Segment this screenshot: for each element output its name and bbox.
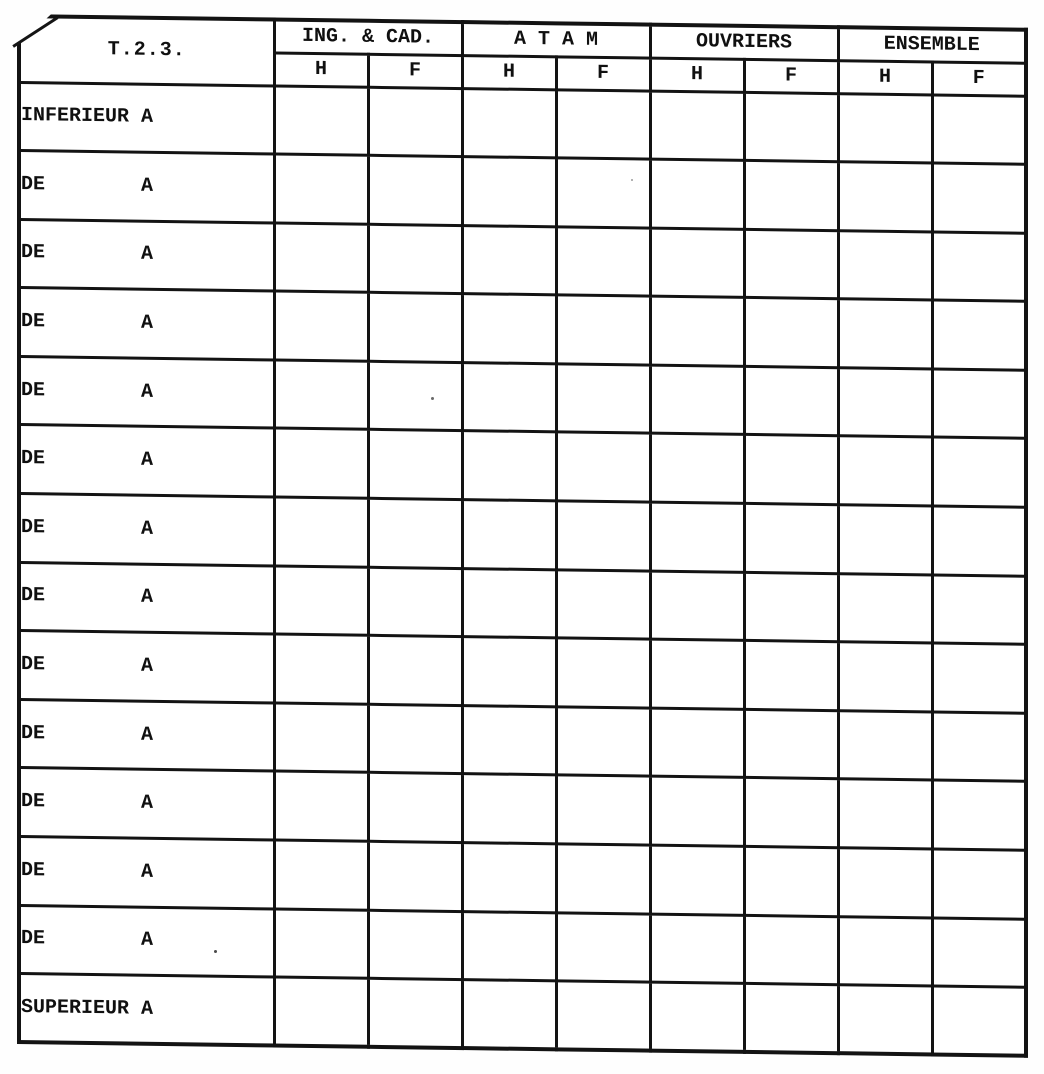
data-cell	[556, 707, 650, 777]
data-cell	[274, 703, 368, 773]
data-cell	[744, 915, 838, 985]
data-cell	[838, 436, 932, 506]
data-cell	[274, 85, 368, 155]
data-cell	[368, 773, 462, 843]
data-cell	[556, 569, 650, 639]
column-group-ouvriers: OUVRIERS	[650, 25, 838, 61]
data-cell	[650, 777, 744, 847]
data-cell	[744, 572, 838, 642]
data-cell	[368, 87, 462, 157]
data-cell	[462, 980, 556, 1050]
data-cell	[274, 428, 368, 498]
data-cell	[274, 977, 368, 1047]
data-cell	[556, 981, 650, 1051]
subcolumn-atam-f: F	[556, 56, 650, 90]
data-cell	[556, 227, 650, 297]
data-cell	[744, 435, 838, 505]
row-label-cell: DE A	[19, 905, 274, 977]
row-label-cell: DE A	[19, 356, 274, 428]
data-cell	[838, 162, 932, 232]
data-cell	[462, 362, 556, 432]
data-cell	[650, 502, 744, 572]
data-cell	[556, 638, 650, 708]
data-cell	[462, 88, 556, 158]
data-cell	[932, 986, 1026, 1056]
table-id-cell: T.2.3.	[19, 16, 274, 85]
data-cell	[838, 916, 932, 986]
data-cell	[838, 848, 932, 918]
data-cell	[462, 774, 556, 844]
table-body	[19, 82, 1026, 1056]
data-cell	[274, 497, 368, 567]
data-cell	[932, 506, 1026, 576]
data-cell	[556, 844, 650, 914]
data-cell	[556, 89, 650, 159]
data-cell	[462, 500, 556, 570]
data-cell	[274, 771, 368, 841]
data-cell	[932, 300, 1026, 370]
column-group-atam: A T A M	[462, 22, 650, 58]
data-cell	[368, 978, 462, 1048]
data-cell	[744, 984, 838, 1054]
data-cell	[932, 918, 1026, 988]
data-cell	[368, 498, 462, 568]
scan-speck	[214, 950, 217, 953]
data-cell	[838, 573, 932, 643]
data-cell	[744, 298, 838, 368]
data-cell	[838, 368, 932, 438]
scan-speck	[431, 397, 434, 400]
data-cell	[744, 778, 838, 848]
data-cell	[932, 780, 1026, 850]
data-cell	[368, 910, 462, 980]
salary-distribution-form-table	[17, 14, 1028, 1058]
data-cell	[274, 566, 368, 636]
data-cell	[932, 437, 1026, 507]
data-cell	[932, 163, 1026, 233]
data-cell	[650, 845, 744, 915]
data-cell	[932, 369, 1026, 439]
data-cell	[368, 636, 462, 706]
row-label-cell: DE A	[19, 631, 274, 703]
data-cell	[744, 366, 838, 436]
data-cell	[838, 230, 932, 300]
data-cell	[932, 849, 1026, 919]
data-cell	[650, 296, 744, 366]
scan-skew-wrapper	[17, 14, 1028, 1058]
data-cell	[368, 567, 462, 637]
row-label-cell: DE A	[19, 768, 274, 840]
data-cell	[744, 160, 838, 230]
data-cell	[932, 232, 1026, 302]
data-cell	[556, 364, 650, 434]
data-cell	[368, 224, 462, 294]
data-cell	[650, 91, 744, 161]
data-cell	[932, 643, 1026, 713]
data-cell	[556, 432, 650, 502]
data-cell	[462, 568, 556, 638]
row-label-cell: DE A	[19, 494, 274, 566]
data-cell	[744, 846, 838, 916]
data-cell	[462, 705, 556, 775]
data-cell	[744, 641, 838, 711]
subcolumn-ouvriers-h: H	[650, 58, 744, 92]
column-group-ensemble: ENSEMBLE	[838, 27, 1026, 63]
data-cell	[368, 841, 462, 911]
row-label-cell: DE A	[19, 699, 274, 771]
data-cell	[556, 912, 650, 982]
data-cell	[368, 430, 462, 500]
data-cell	[462, 294, 556, 364]
data-cell	[838, 93, 932, 163]
data-cell	[838, 642, 932, 712]
data-cell	[462, 431, 556, 501]
data-cell	[368, 361, 462, 431]
data-cell	[650, 914, 744, 984]
scan-speck	[631, 179, 633, 181]
data-cell	[650, 571, 744, 641]
data-cell	[462, 157, 556, 227]
data-cell	[838, 779, 932, 849]
data-cell	[274, 634, 368, 704]
row-label-cell: SUPERIEUR A	[19, 974, 274, 1046]
row-label-cell: DE A	[19, 425, 274, 497]
data-cell	[650, 639, 744, 709]
data-cell	[932, 712, 1026, 782]
row-label-cell: DE A	[19, 288, 274, 360]
data-cell	[932, 94, 1026, 164]
data-cell	[838, 299, 932, 369]
data-cell	[838, 711, 932, 781]
column-group-ing-cad: ING. & CAD.	[274, 19, 462, 55]
data-cell	[744, 229, 838, 299]
data-cell	[368, 293, 462, 363]
data-cell	[556, 295, 650, 365]
data-cell	[462, 843, 556, 913]
data-cell	[274, 909, 368, 979]
subcolumn-ensemble-f: F	[932, 61, 1026, 95]
data-cell	[838, 505, 932, 575]
data-cell	[650, 434, 744, 504]
data-cell	[274, 223, 368, 293]
row-label-cell: DE A	[19, 837, 274, 909]
data-cell	[274, 840, 368, 910]
row-label-cell: DE A	[19, 151, 274, 223]
data-cell	[462, 637, 556, 707]
data-cell	[274, 291, 368, 361]
row-label-cell: DE A	[19, 562, 274, 634]
data-cell	[650, 365, 744, 435]
data-cell	[744, 503, 838, 573]
row-label-cell: DE A	[19, 219, 274, 291]
data-cell	[274, 360, 368, 430]
subcolumn-ing-cad-h: H	[274, 52, 368, 86]
data-cell	[744, 709, 838, 779]
data-cell	[650, 159, 744, 229]
data-cell	[368, 704, 462, 774]
subcolumn-ing-cad-f: F	[368, 54, 462, 88]
data-cell	[368, 155, 462, 225]
data-cell	[462, 225, 556, 295]
table-row	[19, 974, 1026, 1056]
subcolumn-atam-h: H	[462, 55, 556, 89]
subcolumn-ensemble-h: H	[838, 60, 932, 94]
data-cell	[462, 911, 556, 981]
data-cell	[650, 228, 744, 298]
data-cell	[744, 92, 838, 162]
data-cell	[932, 575, 1026, 645]
subcolumn-ouvriers-f: F	[744, 59, 838, 93]
data-cell	[556, 501, 650, 571]
data-cell	[556, 775, 650, 845]
data-cell	[838, 985, 932, 1055]
data-cell	[650, 982, 744, 1052]
row-label-cell: INFERIEUR A	[19, 82, 274, 154]
data-cell	[650, 708, 744, 778]
data-cell	[274, 154, 368, 224]
data-cell	[556, 158, 650, 228]
